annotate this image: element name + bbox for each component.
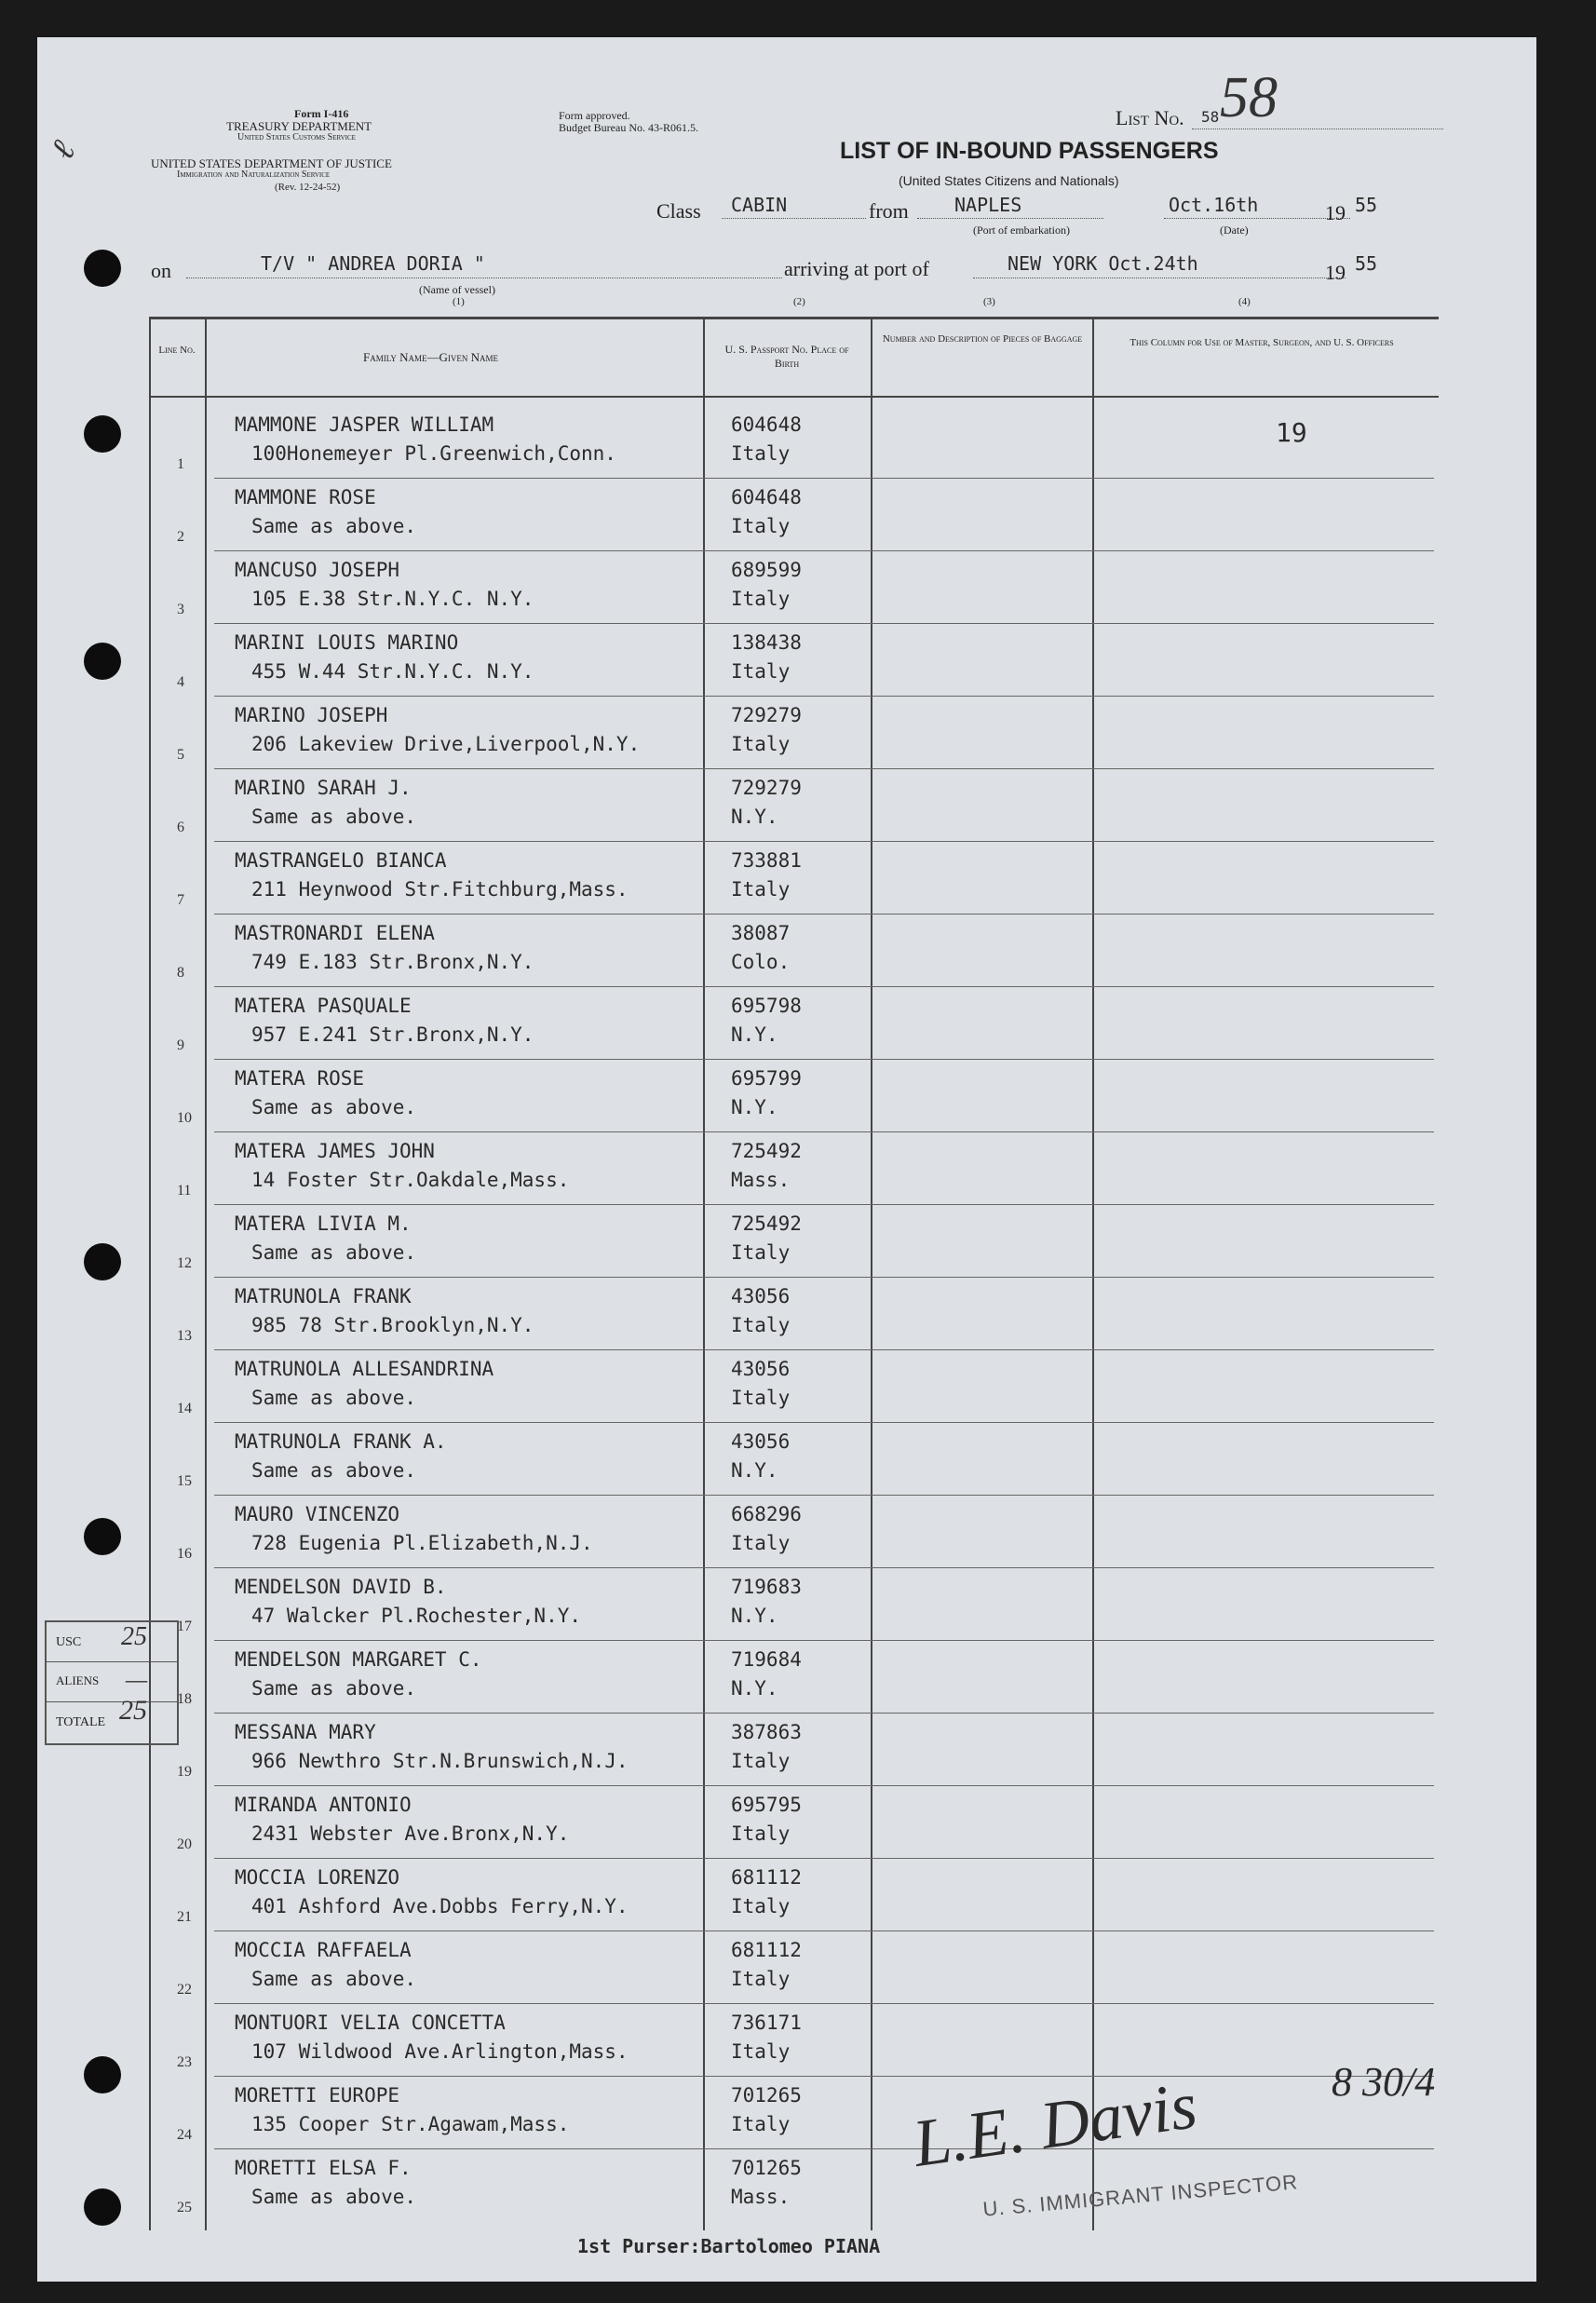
officer-note: 19 <box>1276 417 1307 448</box>
manifest-subtitle: (United States Citizens and Nationals) <box>899 173 1119 188</box>
passport-number: 43056 <box>731 1358 791 1380</box>
punch-hole <box>84 415 121 453</box>
passenger-name: MATRUNOLA ALLESANDRINA <box>235 1358 494 1380</box>
place-of-birth: Italy <box>731 1895 791 1917</box>
list-number-label: List No. <box>1116 106 1184 129</box>
port-caption: (Port of embarkation) <box>973 224 1070 237</box>
line-number: 5 <box>177 747 184 763</box>
row-divider <box>214 623 1434 624</box>
justice-dept: UNITED STATES DEPARTMENT OF JUSTICE <box>151 156 392 170</box>
place-of-birth: Mass. <box>731 1169 791 1191</box>
passenger-name: MARINO SARAH J. <box>235 777 412 799</box>
punch-hole <box>84 1518 121 1555</box>
line-number: 17 <box>177 1619 192 1634</box>
row-divider <box>214 1204 1434 1205</box>
passenger-name: MOCCIA RAFFAELA <box>235 1939 412 1961</box>
passenger-name: MASTRONARDI ELENA <box>235 922 435 944</box>
column-1-caption: (1) <box>453 296 465 307</box>
column-2-caption: (2) <box>793 296 805 307</box>
vessel-name: T/V " ANDREA DORIA " <box>261 252 485 275</box>
class-value: CABIN <box>731 194 788 216</box>
passport-number: 689599 <box>731 559 802 581</box>
passenger-name: MAMMONE ROSE <box>235 486 376 508</box>
place-of-birth: N.Y. <box>731 1605 778 1627</box>
aliens-value: — <box>126 1666 148 1693</box>
passenger-name: MORETTI EUROPE <box>235 2084 400 2107</box>
row-divider <box>214 1567 1434 1568</box>
place-of-birth: Italy <box>731 1314 791 1336</box>
departure-date: Oct.16th <box>1169 194 1259 216</box>
baggage-divider <box>1092 317 1094 2230</box>
inspector-time: 8 30/4 <box>1332 2059 1436 2105</box>
passenger-name: MAURO VINCENZO <box>235 1503 400 1525</box>
line-number: 6 <box>177 820 184 835</box>
table-left-border <box>149 317 151 2230</box>
passenger-address: 957 E.241 Str.Bronx,N.Y. <box>251 1023 534 1046</box>
passenger-address: 14 Foster Str.Oakdale,Mass. <box>251 1169 570 1191</box>
punch-hole <box>84 1243 121 1280</box>
passenger-address: Same as above. <box>251 2186 417 2208</box>
line-number: 15 <box>177 1473 192 1489</box>
line-number: 12 <box>177 1255 192 1271</box>
from-line <box>917 218 1103 219</box>
class-line <box>722 218 866 219</box>
line-number: 16 <box>177 1546 192 1562</box>
place-of-birth: Italy <box>731 442 791 465</box>
place-of-birth: Colo. <box>731 951 791 973</box>
place-of-birth: Italy <box>731 515 791 537</box>
passenger-name: MATERA ROSE <box>235 1067 365 1090</box>
passenger-name: MAMMONE JASPER WILLIAM <box>235 413 494 436</box>
passport-number: 681112 <box>731 1939 802 1961</box>
passport-number: 725492 <box>731 1212 802 1235</box>
column-4-caption: (4) <box>1238 296 1251 307</box>
from-label: from <box>869 199 909 223</box>
usc-label: USC <box>56 1635 82 1649</box>
row-divider <box>214 986 1434 987</box>
row-divider <box>214 1930 1434 1931</box>
row-divider <box>214 2076 1434 2077</box>
class-label: Class <box>656 199 701 223</box>
row-divider <box>214 1713 1434 1714</box>
row-divider <box>214 1785 1434 1786</box>
place-of-birth: Italy <box>731 878 791 901</box>
passenger-address: Same as above. <box>251 1968 417 1990</box>
list-number-typed: 58 <box>1201 108 1220 126</box>
place-of-birth: Italy <box>731 1241 791 1264</box>
header-officers: This Column for Use of Master, Surgeon, and U. S. Officers <box>1129 337 1394 348</box>
passport-number: 695799 <box>731 1067 802 1090</box>
line-number: 8 <box>177 965 184 981</box>
place-of-birth: N.Y. <box>731 806 778 828</box>
place-of-birth: Italy <box>731 2040 791 2063</box>
revision-date: (Rev. 12-24-52) <box>275 182 341 193</box>
passenger-address: 749 E.183 Str.Bronx,N.Y. <box>251 951 534 973</box>
line-number: 2 <box>177 529 184 545</box>
treasury-dept: TREASURY DEPARTMENT <box>226 119 372 133</box>
line-number: 13 <box>177 1328 192 1344</box>
passenger-name: MASTRANGELO BIANCA <box>235 849 447 872</box>
passenger-name: MANCUSO JOSEPH <box>235 559 400 581</box>
place-of-birth: Italy <box>731 660 791 683</box>
row-divider <box>214 1640 1434 1641</box>
passport-number: 719684 <box>731 1648 802 1671</box>
place-of-birth: Italy <box>731 1822 791 1845</box>
line-number: 3 <box>177 602 184 617</box>
passenger-address: 455 W.44 Str.N.Y.C. N.Y. <box>251 660 534 683</box>
place-of-birth: Mass. <box>731 2186 791 2208</box>
passenger-name: MATRUNOLA FRANK <box>235 1285 412 1307</box>
line-number: 10 <box>177 1110 192 1126</box>
row-divider <box>214 1858 1434 1859</box>
row-divider <box>214 696 1434 697</box>
header-passport: U. S. Passport No. Place of Birth <box>724 343 849 370</box>
line-number: 24 <box>177 2127 192 2143</box>
line-number: 18 <box>177 1691 192 1707</box>
passport-number: 736171 <box>731 2012 802 2034</box>
totale-value: 25 <box>119 1695 147 1726</box>
line-number: 23 <box>177 2054 192 2070</box>
tally-aliens-row <box>47 1662 177 1702</box>
passport-divider <box>871 317 872 2230</box>
passenger-address: 2431 Webster Ave.Bronx,N.Y. <box>251 1822 570 1845</box>
punch-hole <box>84 250 121 287</box>
arriving-label: arriving at port of <box>784 257 929 280</box>
manifest-title: LIST OF IN-BOUND PASSENGERS <box>840 138 1219 164</box>
passenger-name: MARINO JOSEPH <box>235 704 388 726</box>
passport-number: 668296 <box>731 1503 802 1525</box>
customs-service: United States Customs Service <box>237 132 356 142</box>
place-of-birth: N.Y. <box>731 1096 778 1118</box>
row-divider <box>214 1495 1434 1496</box>
line-number: 21 <box>177 1909 192 1925</box>
purser-line: 1st Purser:Bartolomeo PIANA <box>577 2235 881 2257</box>
passenger-address: Same as above. <box>251 1387 417 1409</box>
punch-hole <box>84 643 121 680</box>
passport-number: 729279 <box>731 777 802 799</box>
passenger-address: 985 78 Str.Brooklyn,N.Y. <box>251 1314 534 1336</box>
passenger-name: MATERA LIVIA M. <box>235 1212 412 1235</box>
row-divider <box>214 841 1434 842</box>
line-number: 9 <box>177 1037 184 1053</box>
form-approved: Form approved. <box>559 109 630 122</box>
line-number: 1 <box>177 456 184 472</box>
passport-number: 701265 <box>731 2157 802 2179</box>
passport-number: 43056 <box>731 1285 791 1307</box>
officer-column-rule <box>1099 396 1439 398</box>
passport-number: 701265 <box>731 2084 802 2107</box>
row-divider <box>214 2148 1434 2149</box>
place-of-birth: N.Y. <box>731 1677 778 1700</box>
ins-service: Immigration and Naturalization Service <box>177 169 331 180</box>
line-number: 14 <box>177 1401 192 1416</box>
passport-number: 695795 <box>731 1794 802 1816</box>
passport-number: 733881 <box>731 849 802 872</box>
passenger-name: MIRANDA ANTONIO <box>235 1794 412 1816</box>
passport-number: 387863 <box>731 1721 802 1743</box>
tally-usc-row <box>47 1622 177 1662</box>
passenger-name: MOCCIA LORENZO <box>235 1866 400 1889</box>
passenger-address: 47 Walcker Pl.Rochester,N.Y. <box>251 1605 582 1627</box>
row-divider <box>214 550 1434 551</box>
manifest-page <box>37 37 1536 2282</box>
passenger-address: 107 Wildwood Ave.Arlington,Mass. <box>251 2040 629 2063</box>
passenger-name: MARINI LOUIS MARINO <box>235 631 459 654</box>
passenger-address: Same as above. <box>251 1241 417 1264</box>
passenger-address: Same as above. <box>251 1459 417 1482</box>
punch-hole <box>84 2188 121 2226</box>
passenger-address: 966 Newthro Str.N.Brunswich,N.J. <box>251 1750 629 1772</box>
place-of-birth: Italy <box>731 1968 791 1990</box>
passenger-name: MENDELSON DAVID B. <box>235 1576 447 1598</box>
punch-hole <box>84 2056 121 2093</box>
place-of-birth: N.Y. <box>731 1023 778 1046</box>
on-label: on <box>151 259 171 282</box>
inspector-stamp: U. S. IMMIGRANT INSPECTOR <box>981 2170 1299 2221</box>
passenger-address: Same as above. <box>251 1096 417 1118</box>
passport-number: 695798 <box>731 995 802 1017</box>
passport-number: 604648 <box>731 413 802 436</box>
line-number: 4 <box>177 674 184 690</box>
usc-value: 25 <box>121 1622 147 1651</box>
totale-label: TOTALE <box>56 1715 106 1729</box>
tally-box <box>45 1620 179 1745</box>
passenger-address: 211 Heynwood Str.Fitchburg,Mass. <box>251 878 629 901</box>
vessel-caption: (Name of vessel) <box>419 283 495 296</box>
line-number: 11 <box>177 1183 192 1199</box>
column-3-caption: (3) <box>983 296 995 307</box>
row-divider <box>214 478 1434 479</box>
passenger-name: MENDELSON MARGARET C. <box>235 1648 482 1671</box>
budget-bureau: Budget Bureau No. 43-R061.5. <box>559 121 698 134</box>
row-divider <box>214 1059 1434 1060</box>
passenger-address: 135 Cooper Str.Agawam,Mass. <box>251 2113 570 2135</box>
passport-number: 681112 <box>731 1866 802 1889</box>
corner-scribble: ℓ <box>43 134 83 166</box>
passport-number: 719683 <box>731 1576 802 1598</box>
arrival-year-prefix: 19 <box>1325 261 1346 284</box>
row-divider <box>214 1131 1434 1132</box>
header-baggage: Number and Description of Pieces of Baggage <box>882 333 1083 345</box>
header-line-no: Line No. <box>158 345 196 356</box>
passenger-address: 100Honemeyer Pl.Greenwich,Conn. <box>251 442 616 465</box>
passenger-name: MATERA JAMES JOHN <box>235 1140 435 1162</box>
line-no-divider <box>205 317 207 2230</box>
passport-number: 604648 <box>731 486 802 508</box>
year-value: 55 <box>1355 194 1378 216</box>
inspector-signature: L.E. Davis <box>908 2067 1202 2181</box>
place-of-birth: Italy <box>731 1532 791 1554</box>
name-divider <box>703 317 705 2230</box>
passport-number: 725492 <box>731 1140 802 1162</box>
place-of-birth: Italy <box>731 733 791 755</box>
line-number: 19 <box>177 1764 192 1780</box>
year-prefix: 19 <box>1325 201 1346 224</box>
passenger-name: MATERA PASQUALE <box>235 995 412 1017</box>
form-number: Form I-416 <box>294 107 349 120</box>
date-caption: (Date) <box>1220 224 1249 237</box>
date-line <box>1164 218 1350 219</box>
line-number: 20 <box>177 1836 192 1852</box>
table-top-border <box>149 317 1439 319</box>
line-number: 25 <box>177 2200 192 2215</box>
header-family-name: Family Name—Given Name <box>363 350 498 364</box>
passenger-name: MONTUORI VELIA CONCETTA <box>235 2012 506 2034</box>
arrival-year: 55 <box>1355 252 1378 275</box>
place-of-birth: Italy <box>731 1387 791 1409</box>
place-of-birth: Italy <box>731 2113 791 2135</box>
row-divider <box>214 1277 1434 1278</box>
passport-number: 38087 <box>731 922 791 944</box>
passenger-address: 401 Ashford Ave.Dobbs Ferry,N.Y. <box>251 1895 629 1917</box>
arrival-port-date: NEW YORK Oct.24th <box>1008 252 1198 275</box>
place-of-birth: Italy <box>731 588 791 610</box>
list-number-handwritten: 58 <box>1220 66 1278 129</box>
passenger-address: 206 Lakeview Drive,Liverpool,N.Y. <box>251 733 641 755</box>
passport-number: 43056 <box>731 1430 791 1453</box>
tally-total-row <box>47 1695 177 1741</box>
passenger-address: Same as above. <box>251 515 417 537</box>
line-number: 7 <box>177 892 184 908</box>
place-of-birth: N.Y. <box>731 1459 778 1482</box>
row-divider <box>214 768 1434 769</box>
aliens-label: ALIENS <box>56 1673 100 1687</box>
row-divider <box>214 1349 1434 1350</box>
passport-number: 138438 <box>731 631 802 654</box>
passenger-address: 105 E.38 Str.N.Y.C. N.Y. <box>251 588 534 610</box>
passenger-name: MATRUNOLA FRANK A. <box>235 1430 447 1453</box>
from-value: NAPLES <box>954 194 1022 216</box>
place-of-birth: Italy <box>731 1750 791 1772</box>
passenger-address: Same as above. <box>251 806 417 828</box>
passport-number: 729279 <box>731 704 802 726</box>
passenger-name: MORETTI ELSA F. <box>235 2157 412 2179</box>
passenger-address: 728 Eugenia Pl.Elizabeth,N.J. <box>251 1532 593 1554</box>
line-number: 22 <box>177 1982 192 1998</box>
passenger-name: MESSANA MARY <box>235 1721 376 1743</box>
passenger-address: Same as above. <box>251 1677 417 1700</box>
row-divider <box>214 1422 1434 1423</box>
row-divider <box>214 2003 1434 2004</box>
